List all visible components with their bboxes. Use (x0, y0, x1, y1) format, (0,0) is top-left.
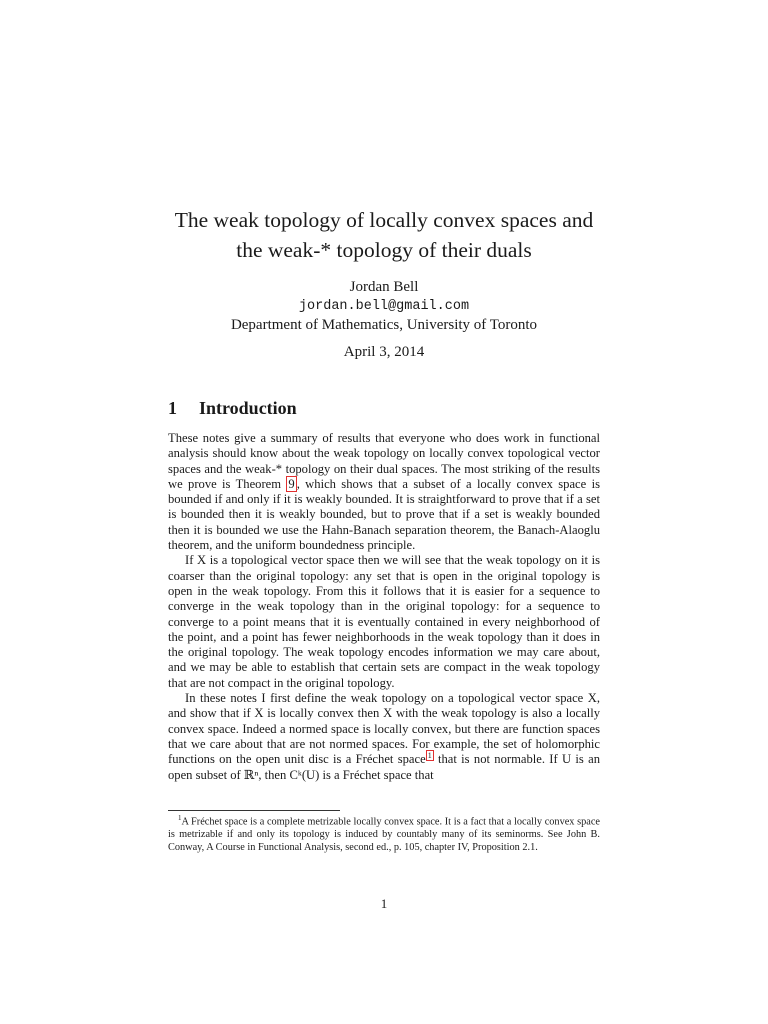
section-heading (168, 398, 297, 419)
paragraph-2: If X is a topological vector space then we will see that the weak topology on it is coarser than the original topology: any set that is open in the original topology is open in the weak topology. From this it follows that it is easier for a sequence to converge in the weak topology than in the original topology: for a sequence to converge to a point means that it is eventually contained in every neighborhood of the point, and a point has fewer neighborhoods in the weak topology than it does in the original topology. The weak topology encodes information we may care about, and we may be able to establish that certain sets are compact in the weak topology that are not compact in the original topology. (168, 553, 600, 690)
theorem-reference-link[interactable]: 9 (288, 476, 295, 491)
author-email[interactable]: jordan.bell@gmail.com (298, 299, 470, 314)
paragraph-1-text-b: , which shows that a subset of a locally convex space is bounded if and only if it is weakly bounded. It is straightforward to prove that if a set is bounded then it is weakly bounded, but to prove that if a set is weakly bounded then it is bounded we use the Hahn-Banach separation theorem, the Banach-Alaoglu theorem, and the uniform boundedness principle. (168, 476, 600, 553)
paper-date: April 3, 2014 (343, 344, 425, 360)
footnote-divider (168, 810, 340, 811)
paper-title (0, 205, 768, 265)
footnote-text: A Fréchet space is a complete metrizable locally convex space. It is a fact that a locally convex space is metrizable if and only its topology is induced by countably many of its seminorms. See John B. Conway, A Course in Functional Analysis, second ed., p. 105, chapter IV, Proposition 2.1. (168, 816, 600, 853)
footnote-mark: 1 (178, 814, 182, 822)
paragraph-3 (168, 691, 600, 783)
section-title: Introduction (199, 398, 297, 418)
footnote-reference-link[interactable]: 1 (427, 751, 432, 761)
page-number: 1 (380, 896, 388, 911)
paragraph-3-text-b: that is not normable. If U is an open subset of ℝⁿ, then Cᵏ(U) is a Fréchet space that (168, 752, 600, 782)
paragraph-3-text-a: In these notes I first define the weak topology on a topological vector space X, and show that if X is locally convex then X with the weak topology is also a locally convex space. Indeed a normed space is locally convex, but there are function spaces that we care about that are not normed spaces. For example, the set of holomorphic functions on the open unit disc is a Fréchet space (168, 691, 600, 767)
title-line-1: The weak topology of locally convex spaces and (174, 208, 594, 232)
paragraph-1 (168, 431, 600, 553)
paragraph-1-text-a: These notes give a summary of results that everyone who does work in functional analysis should know about the weak topology on locally convex topological vector spaces and the weak-* topology on their dual spaces. The most striking of the results we prove is Theorem (168, 431, 600, 491)
body-text (168, 431, 600, 783)
footnote (168, 812, 600, 854)
author-affiliation: Department of Mathematics, University of Toronto (230, 317, 538, 333)
title-line-2: the weak-* topology of their duals (236, 238, 532, 262)
section-number: 1 (168, 398, 177, 418)
author-block (0, 278, 768, 335)
author-name: Jordan Bell (349, 279, 419, 295)
